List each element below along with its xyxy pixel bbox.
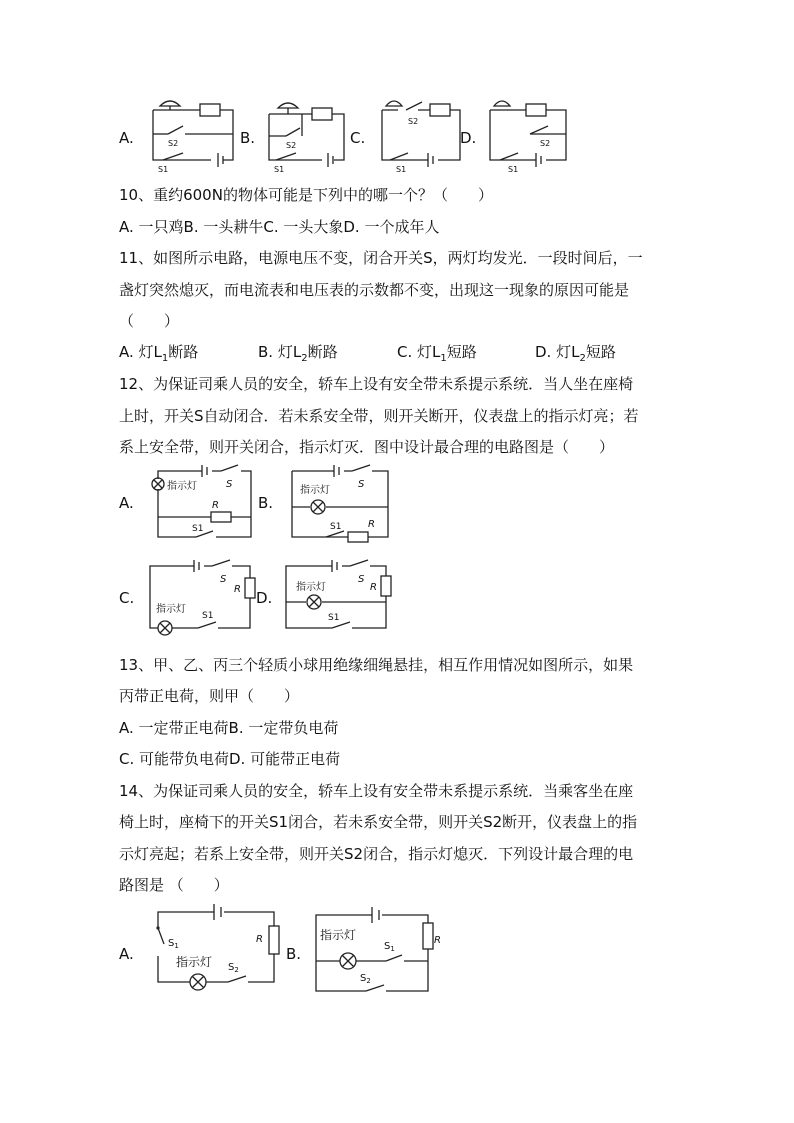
- q11-stem-line3: （ ）: [119, 312, 180, 330]
- q14-stem-line2: 椅上时，座椅下的开关S1闭合，若未系安全带，则开关S2断开，仪表盘上的指: [119, 813, 638, 831]
- q14b-r: R: [434, 935, 441, 946]
- q14-circuit-a: [156, 898, 286, 993]
- q13-options-line2: C. 可能带负电荷D. 可能带正电荷: [119, 750, 341, 768]
- q14-label-b: B.: [286, 945, 302, 963]
- q12b-lamp: 指示灯: [300, 485, 330, 496]
- q12d-r: R: [370, 582, 377, 593]
- q14-stem-line4: 路图是 （ ）: [119, 876, 229, 894]
- q9a-s1: S1: [158, 165, 169, 174]
- q10-stem: 10、重约600N的物体可能是下列中的哪一个？（ ）: [119, 186, 493, 204]
- q14-circuit-b: [314, 905, 444, 995]
- q9-circuit-d: [486, 98, 576, 173]
- q12-circuit-c: [148, 556, 260, 636]
- q11-stem-line1: 11、如图所示电路，电源电压不变，闭合开关S，两灯均发光．一段时间后，一: [119, 249, 643, 267]
- q12-stem-line3: 系上安全带，则开关闭合，指示灯灭．图中设计最合理的电路图是（ ）: [119, 438, 615, 456]
- q12d-lamp: 指示灯: [296, 582, 326, 593]
- q11-option-d: D. 灯$L_2$短路: [535, 343, 616, 364]
- q9a-s2: S2: [168, 139, 179, 148]
- q9-label-b: B.: [240, 129, 256, 147]
- q9-circuit-c: [378, 98, 468, 173]
- q9-circuit-b: [264, 98, 354, 173]
- q12c-lamp: 指示灯: [156, 604, 186, 615]
- q12d-s1: S1: [328, 613, 340, 623]
- q14-stem-line1: 14、为保证司乘人员的安全，轿车上设有安全带未系提示系统．当乘客坐在座: [119, 782, 634, 800]
- q13-stem-line2: 丙带正电荷，则甲（ ）: [119, 687, 300, 705]
- q14b-lamp: 指示灯: [320, 928, 357, 942]
- q12a-lamp: 指示灯: [167, 481, 197, 492]
- q9c-s1: S1: [396, 165, 407, 174]
- q12b-s1: S1: [330, 522, 342, 532]
- q11-option-c: C. 灯$L_1$短路: [397, 343, 477, 364]
- q11-option-a: A. 灯$L_1$断路: [119, 343, 199, 364]
- q14a-s2: $S_2$: [228, 962, 239, 974]
- q9-label-a: A.: [119, 129, 134, 147]
- q12-label-b: B.: [258, 494, 274, 512]
- q11-option-b: B. 灯$L_2$断路: [258, 343, 338, 364]
- q10-options: A. 一只鸡B. 一头耕牛C. 一头大象D. 一个成年人: [119, 218, 440, 236]
- q9c-s2: S2: [408, 117, 419, 126]
- q12c-s1: S1: [202, 611, 214, 621]
- q14b-s1: $S_1$: [384, 941, 395, 953]
- q9-label-d: D.: [460, 129, 477, 147]
- q12a-s1: S1: [192, 524, 204, 534]
- q12-circuit-d: [284, 556, 396, 636]
- q12c-s: S: [220, 574, 227, 585]
- q14-label-a: A.: [119, 945, 134, 963]
- q12-circuit-a: [146, 465, 258, 545]
- q12a-r: R: [212, 500, 219, 511]
- q14a-s1: $S_1$: [168, 938, 179, 950]
- q12-label-c: C.: [119, 589, 135, 607]
- q14b-s2: $S_2$: [360, 973, 371, 985]
- q12a-s: S: [226, 479, 233, 490]
- q14a-lamp: 指示灯: [176, 955, 213, 969]
- q9d-s2: S2: [540, 139, 551, 148]
- q14a-r: R: [256, 934, 263, 945]
- q14-stem-line3: 示灯亮起；若系上安全带，则开关S2闭合，指示灯熄灭．下列设计最合理的电: [119, 845, 634, 863]
- q11-stem-line2: 盏灯突然熄灭，而电流表和电压表的示数都不变，出现这一现象的原因可能是: [119, 281, 630, 299]
- q9b-s1: S1: [274, 165, 285, 174]
- q12-stem-line1: 12、为保证司乘人员的安全，轿车上设有安全带未系提示系统．当人坐在座椅: [119, 375, 634, 393]
- q12-stem-line2: 上时，开关S自动闭合．若未系安全带，则开关断开，仪表盘上的指示灯亮；若: [119, 407, 639, 425]
- q12-label-d: D.: [256, 589, 273, 607]
- q9b-s2: S2: [286, 141, 297, 150]
- q12-circuit-b: [290, 465, 395, 545]
- q12c-r: R: [234, 584, 241, 595]
- q9d-s1: S1: [508, 165, 519, 174]
- q12b-s: S: [358, 479, 365, 490]
- q9-circuit-a: [148, 98, 238, 173]
- q12b-r: R: [368, 519, 375, 530]
- q13-options-line1: A. 一定带正电荷B. 一定带负电荷: [119, 719, 339, 737]
- q13-stem-line1: 13、甲、乙、丙三个轻质小球用绝缘细绳悬挂，相互作用情况如图所示，如果: [119, 656, 634, 674]
- q9-label-c: C.: [350, 129, 366, 147]
- q12d-s: S: [358, 574, 365, 585]
- q12-label-a: A.: [119, 494, 134, 512]
